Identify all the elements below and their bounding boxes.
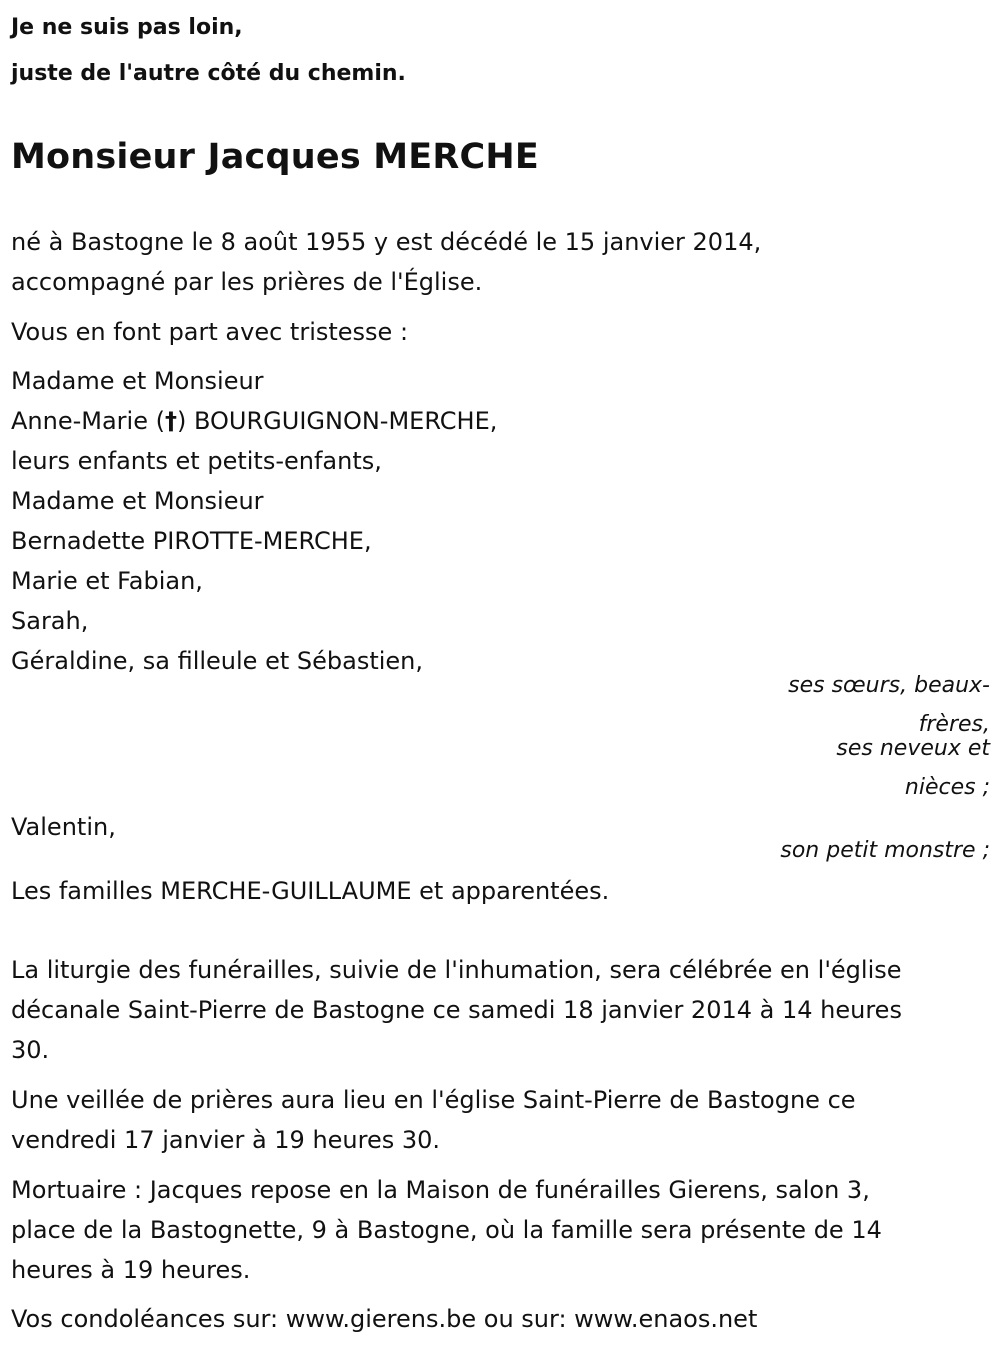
birth-line-1: né à Bastogne le 8 août 1955 y est décédé le 15 janvier 2014,: [11, 228, 762, 256]
condolences-line: Vos condoléances sur: www.gierens.be ou sur: www.enaos.net: [11, 1305, 758, 1333]
family-line-3: leurs enfants et petits-enfants,: [11, 447, 382, 475]
family-other-families: Les familles MERCHE-GUILLAUME et apparentées.: [11, 877, 610, 905]
announcement-line: Vous en font part avec tristesse :: [11, 318, 409, 346]
relation-nephews-line-2: nièces ;: [904, 775, 990, 800]
family-line-4: Madame et Monsieur: [11, 487, 264, 515]
family-line-2-after: ) BOURGUIGNON-MERCHE,: [176, 407, 498, 435]
family-line-6: Marie et Fabian,: [11, 567, 203, 595]
liturgy-line-2: décanale Saint-Pierre de Bastogne ce samedi 18 janvier 2014 à 14 heures: [11, 996, 902, 1024]
family-line-1: Madame et Monsieur: [11, 367, 264, 395]
family-valentin: Valentin,: [11, 813, 116, 841]
mortuary-line-3: heures à 19 heures.: [11, 1256, 251, 1284]
family-line-2-before: Anne-Marie (: [11, 407, 165, 435]
epigraph-line-1: Je ne suis pas loin,: [11, 15, 243, 40]
family-line-8: Géraldine, sa filleule et Sébastien,: [11, 647, 424, 675]
vigil-line-2: vendredi 17 janvier à 19 heures 30.: [11, 1126, 441, 1154]
mortuary-line-2: place de la Bastognette, 9 à Bastogne, où la famille sera présente de 14: [11, 1216, 882, 1244]
cross-icon: †: [164, 407, 177, 435]
deceased-name-title: Monsieur Jacques MERCHE: [11, 137, 540, 177]
family-line-5: Bernadette PIROTTE-MERCHE,: [11, 527, 372, 555]
birth-line-2: accompagné par les prières de l'Église.: [11, 268, 483, 296]
liturgy-line-3: 30.: [11, 1036, 50, 1064]
family-line-2: [11, 406, 497, 436]
epigraph-line-2: juste de l'autre côté du chemin.: [11, 61, 406, 86]
liturgy-line-1: La liturgie des funérailles, suivie de l'inhumation, sera célébrée en l'église: [11, 956, 902, 984]
mortuary-line-1: Mortuaire : Jacques repose en la Maison de funérailles Gierens, salon 3,: [11, 1176, 870, 1204]
relation-sisters-line-2: frères,: [918, 712, 990, 737]
relation-petit-monstre: son petit monstre ;: [780, 838, 990, 863]
relation-sisters-line-1: ses sœurs, beaux-: [788, 673, 990, 698]
relation-nephews-line-1: ses neveux et: [836, 736, 990, 761]
vigil-line-1: Une veillée de prières aura lieu en l'église Saint-Pierre de Bastogne ce: [11, 1086, 856, 1114]
family-line-7: Sarah,: [11, 607, 89, 635]
